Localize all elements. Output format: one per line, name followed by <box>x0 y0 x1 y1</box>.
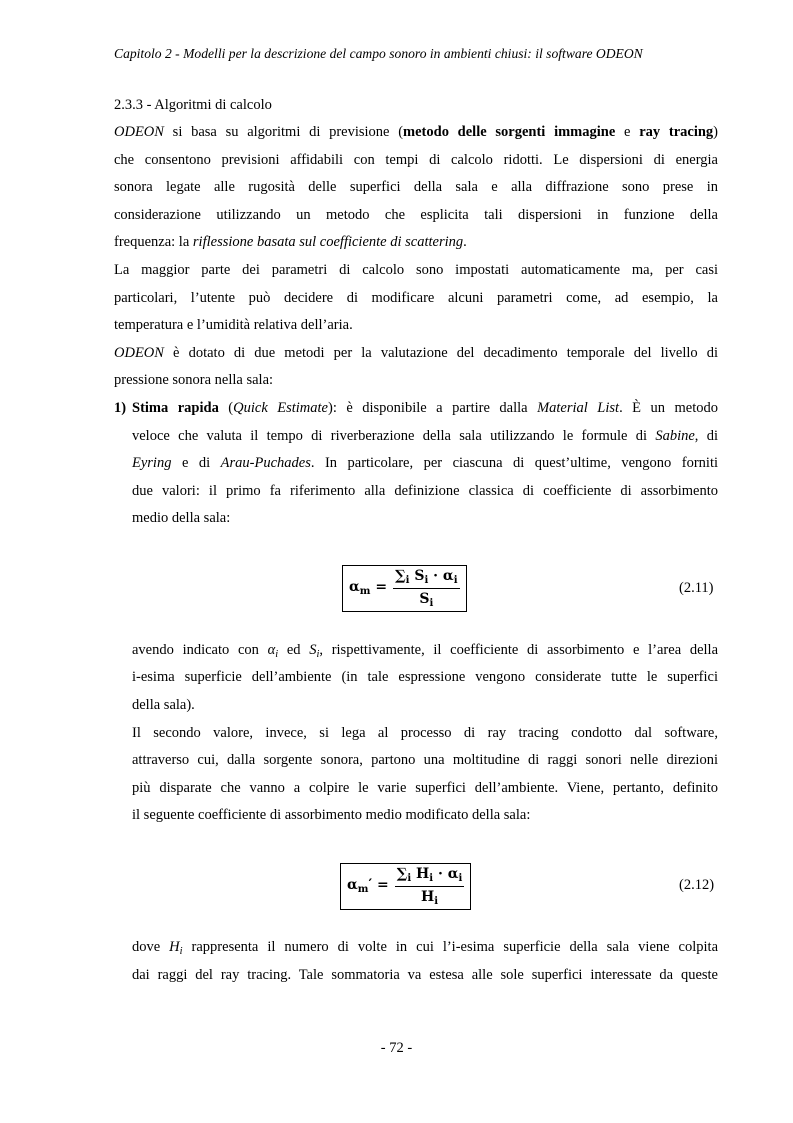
fraction-numerator: $\sum_i$ $H_i \cdot \alpha_i$ <box>395 866 465 887</box>
equation-lhs: $\alpha_m$ = <box>349 579 388 598</box>
paragraph-line: dove $H_i$ rappresenta il numero di volte in cui l’i-esima superficie della sala viene colpita <box>132 939 719 958</box>
paragraph-line: medio della sala: <box>132 510 231 526</box>
equation-lhs: $\alpha_m'$ = <box>347 877 389 896</box>
paragraph-line: sonora legate alle rugosità delle superfici della sala e alla diffrazione sono prese in <box>114 179 718 195</box>
equation-2-12 <box>340 863 471 910</box>
paragraph-line: Stima rapida (Quick Estimate): è disponibile a partire dalla Material List. È un metodo <box>132 400 718 416</box>
paragraph-line: considerazione utilizzando un metodo che esplicita tali dispersioni in funzione della <box>114 207 718 223</box>
paragraph-line: La maggior parte dei parametri di calcolo sono impostati automaticamente ma, per casi <box>114 262 718 278</box>
paragraph-line: i-esima superficie dell’ambiente (in tale espressione vengono considerate tutte le superfici <box>132 669 718 685</box>
equation-2-11 <box>342 565 467 612</box>
paragraph-line: che consentono previsioni affidabili con tempi di calcolo ridotti. Le dispersioni di energia <box>114 152 718 168</box>
paragraph-line: frequenza: la riflessione basata sul coefficiente di scattering. <box>114 234 467 250</box>
paragraph-line: più disparate che vanno a colpire le varie superfici dell’ambiente. Viene, pertanto, definito <box>132 780 718 796</box>
paragraph-line: Il secondo valore, invece, si lega al processo di ray tracing condotto dal software, <box>132 725 718 741</box>
fraction-denominator: $H_i$ <box>421 889 439 908</box>
paragraph-line: veloce che valuta il tempo di riverberazione della sala utilizzando le formule di Sabine, di <box>132 428 718 444</box>
fraction-denominator: $S_i$ <box>419 591 434 610</box>
equation-fraction <box>395 866 465 907</box>
paragraph-line: dai raggi del ray tracing. Tale sommatoria va estesa alle sole superfici interessate da queste <box>132 967 718 983</box>
equation-number: (2.11) <box>679 580 714 596</box>
list-item-number: 1) <box>114 400 127 416</box>
paragraph-line: ODEON si basa su algoritmi di previsione (metodo delle sorgenti immagine e ray tracing) <box>114 124 719 140</box>
paragraph-line: Eyring e di Arau-Puchades. In particolare, per ciascuna di quest’ultime, vengono forniti <box>132 455 719 471</box>
equation-fraction <box>393 568 459 609</box>
paragraph-line: ODEON è dotato di due metodi per la valutazione del decadimento temporale del livello di <box>114 345 718 361</box>
page-number: - 72 - <box>380 1040 413 1056</box>
paragraph-line: particolari, l’utente può decidere di modificare alcuni parametri come, ad esempio, la <box>114 290 718 306</box>
paragraph-line: due valori: il primo fa riferimento alla definizione classica di coefficiente di assorbimento <box>132 483 718 499</box>
paragraph-line: attraverso cui, dalla sorgente sonora, partono una moltitudine di raggi sonori nelle direzioni <box>132 752 718 768</box>
equation-number: (2.12) <box>679 877 715 893</box>
paragraph-line: il seguente coefficiente di assorbimento medio modificato della sala: <box>132 807 531 823</box>
paragraph-line: temperatura e l’umidità relativa dell’aria. <box>114 317 353 333</box>
paragraph-line: avendo indicato con $\alpha_i$ ed $S_i$, rispettivamente, il coefficiente di assorbimento e l’area della <box>132 642 719 661</box>
running-header: Capitolo 2 - Modelli per la descrizione del campo sonoro in ambienti chiusi: il software ODEON <box>114 46 643 61</box>
paragraph-line: pressione sonora nella sala: <box>114 372 274 388</box>
section-title: 2.3.3 - Algoritmi di calcolo <box>114 97 272 113</box>
paragraph-line: della sala). <box>132 697 195 713</box>
fraction-numerator: $\sum_i$ $S_i \cdot \alpha_i$ <box>393 568 459 589</box>
